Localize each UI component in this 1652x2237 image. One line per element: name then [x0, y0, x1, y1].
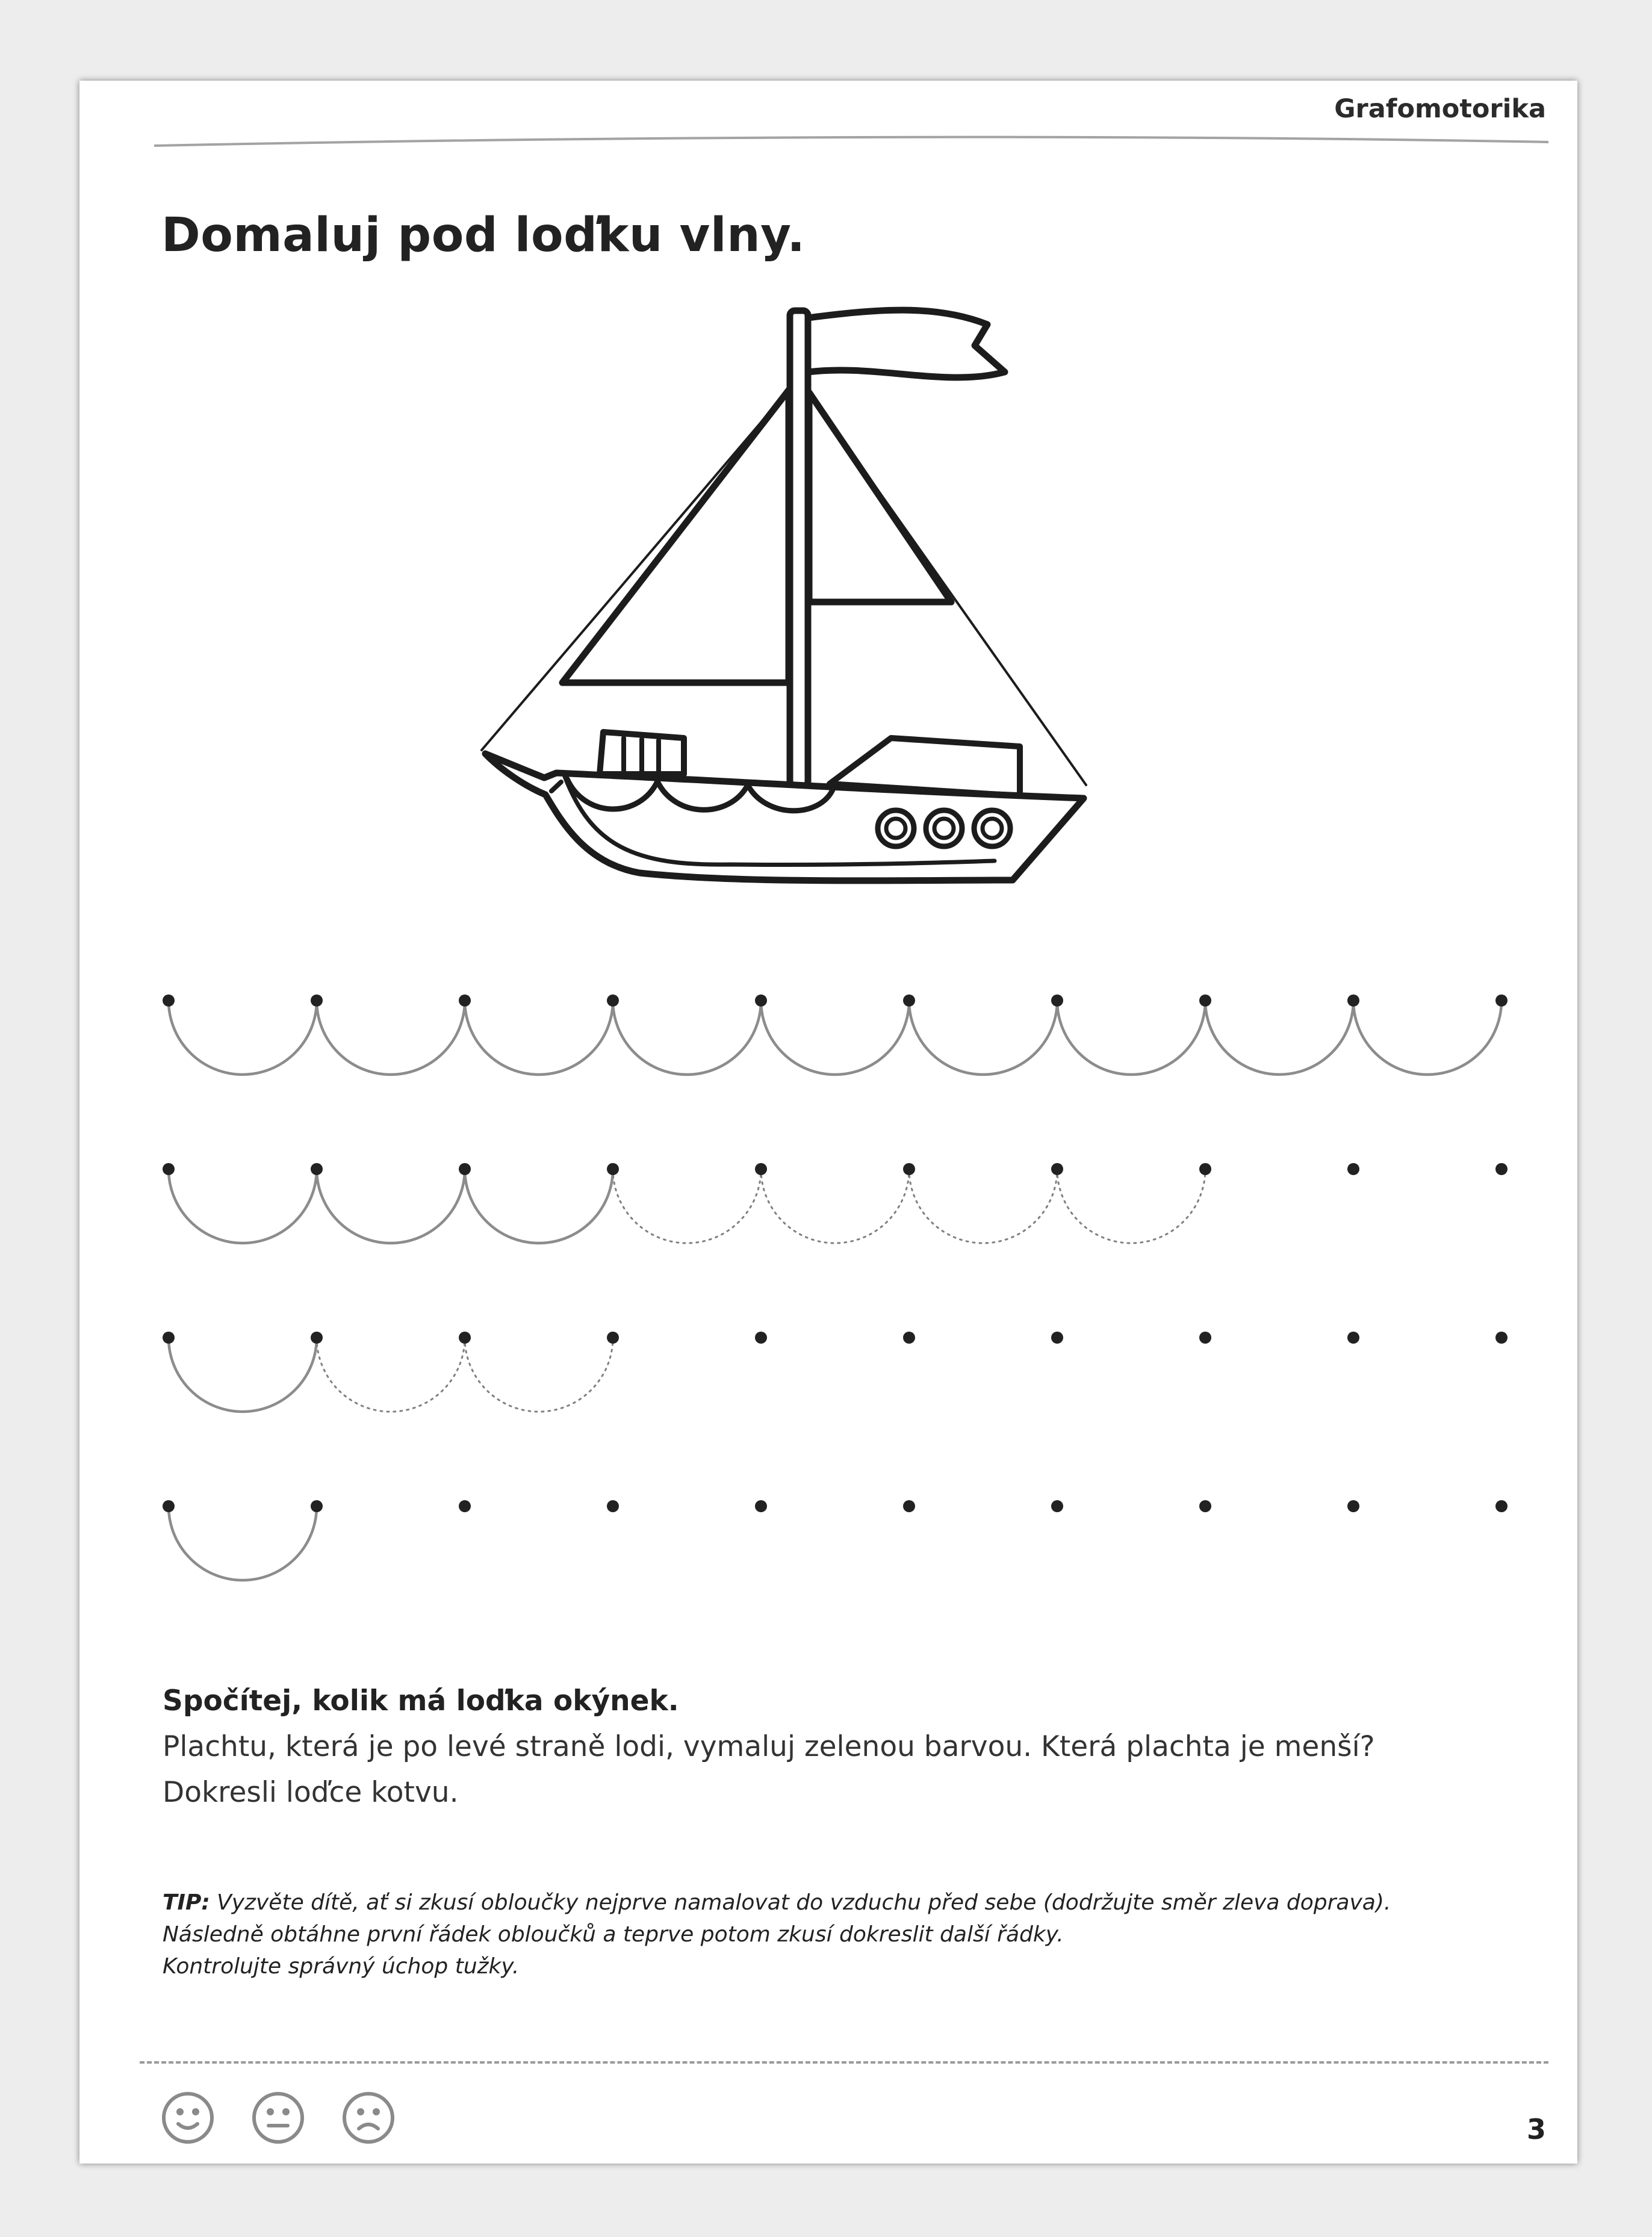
solid-arc: [169, 1506, 317, 1580]
solid-arc: [1205, 1001, 1353, 1075]
tip-box: [163, 1887, 1391, 1982]
solid-arc: [761, 1001, 909, 1075]
start-dot: [1051, 1163, 1063, 1175]
task-line-coloring: Plachtu, která je po levé straně lodi, vymaluj zelenou barvou. Která plachta je menší?: [163, 1730, 1375, 1763]
dotted-arc-guide: [761, 1169, 909, 1243]
start-dot: [1495, 1500, 1508, 1512]
solid-arc: [169, 1338, 317, 1412]
start-dot: [607, 1500, 619, 1512]
dotted-arc-guide: [1057, 1169, 1205, 1243]
start-dot: [311, 1332, 323, 1344]
tip-line-3: Kontrolujte správný úchop tužky.: [163, 1954, 520, 1979]
start-dot: [459, 1163, 471, 1175]
start-dot: [755, 1500, 767, 1512]
solid-arc: [465, 1169, 613, 1243]
start-dot: [459, 1500, 471, 1512]
start-dot: [903, 1500, 915, 1512]
dotted-arc-guide: [613, 1169, 761, 1243]
wave-row: [163, 994, 1508, 1075]
dotted-arc-guide: [317, 1338, 465, 1412]
sad-face-icon[interactable]: [344, 2094, 393, 2142]
solid-arc: [1353, 1001, 1501, 1075]
dotted-arc-guide: [465, 1338, 613, 1412]
start-dot: [1495, 1163, 1508, 1175]
task-line-anchor: Dokresli loďce kotvu.: [163, 1776, 459, 1809]
start-dot: [1495, 1332, 1508, 1344]
start-dot: [1051, 1332, 1063, 1344]
task-instructions: [163, 1678, 1375, 1816]
start-dot: [1199, 1332, 1211, 1344]
start-dot: [607, 994, 619, 1007]
dotted-arc-guide: [909, 1169, 1057, 1243]
task-question: Spočítej, kolik má loďka okýnek.: [163, 1684, 679, 1717]
tip-label: TIP:: [163, 1890, 210, 1915]
wave-row: [163, 1332, 1508, 1412]
start-dot: [755, 1163, 767, 1175]
start-dot: [607, 1332, 619, 1344]
start-dot: [163, 1163, 175, 1175]
start-dot: [459, 1332, 471, 1344]
start-dot: [1347, 994, 1359, 1007]
start-dot: [459, 994, 471, 1007]
solid-arc: [317, 1169, 465, 1243]
start-dot: [1347, 1500, 1359, 1512]
start-dot: [1199, 1163, 1211, 1175]
start-dot: [1495, 994, 1508, 1007]
start-dot: [1051, 994, 1063, 1007]
start-dot: [1199, 994, 1211, 1007]
tip-line-2: Následně obtáhne první řádek obloučků a teprve potom zkusí dokreslit další řádky.: [163, 1922, 1064, 1947]
solid-arc: [169, 1169, 317, 1243]
happy-face-icon[interactable]: [164, 2094, 212, 2142]
section-label: Grafomotorika: [1334, 94, 1546, 124]
neutral-face-icon[interactable]: [254, 2094, 302, 2142]
start-dot: [163, 994, 175, 1007]
start-dot: [755, 1332, 767, 1344]
start-dot: [163, 1500, 175, 1512]
worksheet-page: [79, 81, 1577, 2164]
start-dot: [1347, 1332, 1359, 1344]
start-dot: [163, 1332, 175, 1344]
start-dot: [1199, 1500, 1211, 1512]
start-dot: [607, 1163, 619, 1175]
tip-line-1: Vyzvěte dítě, ať si zkusí obloučky nejprve namalovat do vzduchu před sebe (dodržujte směr zleva doprava).: [210, 1890, 1391, 1915]
solid-arc: [1057, 1001, 1205, 1075]
solid-arc: [909, 1001, 1057, 1075]
start-dot: [1347, 1163, 1359, 1175]
page-title: Domaluj pod loďku vlny.: [161, 208, 806, 262]
solid-arc: [465, 1001, 613, 1075]
start-dot: [311, 1500, 323, 1512]
start-dot: [903, 994, 915, 1007]
start-dot: [1051, 1500, 1063, 1512]
wave-row: [163, 1163, 1508, 1243]
start-dot: [311, 994, 323, 1007]
solid-arc: [169, 1001, 317, 1075]
footer-divider: [140, 2061, 1548, 2064]
start-dot: [903, 1332, 915, 1344]
start-dot: [903, 1163, 915, 1175]
rating-faces: [160, 2088, 413, 2154]
wave-tracing-exercise: [79, 81, 1577, 1586]
start-dot: [755, 994, 767, 1007]
solid-arc: [317, 1001, 465, 1075]
start-dot: [311, 1163, 323, 1175]
page-number: 3: [1526, 2113, 1546, 2145]
wave-row: [163, 1500, 1508, 1580]
solid-arc: [613, 1001, 761, 1075]
